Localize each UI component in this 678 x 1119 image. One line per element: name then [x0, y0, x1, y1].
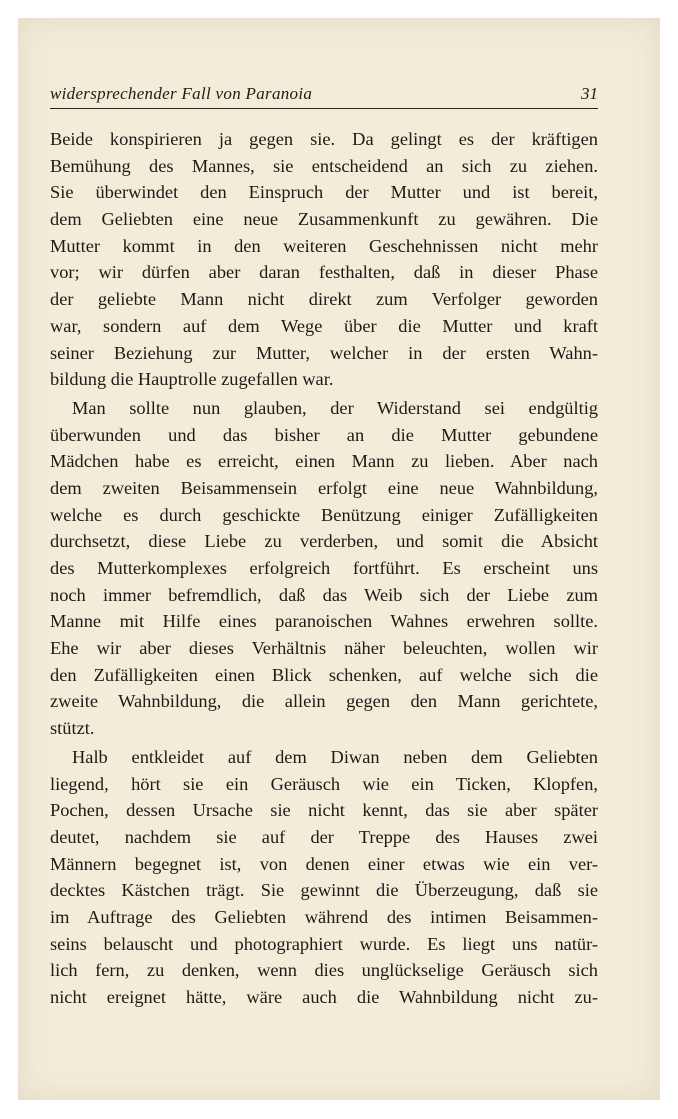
text-line: deutet, nachdem sie auf der Treppe des Hauses zwei	[50, 826, 598, 847]
paragraph-2	[50, 395, 598, 742]
text-line: seiner Beziehung zur Mutter, welcher in der ersten Wahn-	[50, 342, 598, 363]
paragraph-3	[50, 744, 598, 1011]
text-line: dem zweiten Beisammensein erfolgt eine neue Wahnbildung,	[50, 477, 598, 498]
text-line: Pochen, dessen Ursache sie nicht kennt, das sie aber später	[50, 800, 598, 821]
text-line: des Mutterkomplexes erfolgreich fortführt. Es erscheint uns	[50, 558, 598, 578]
text-line: lich fern, zu denken, wenn dies unglückselige Geräusch sich	[50, 960, 598, 981]
text-line: den Zufälligkeiten einen Blick schenken, auf welche sich die	[50, 664, 598, 685]
text-line: zweite Wahnbildung, die allein gegen den Mann gerichtete,	[50, 691, 598, 712]
text-line: Beide konspirieren ja gegen sie. Da gelingt es der kräftigen	[50, 129, 598, 149]
text-line: decktes Kästchen trägt. Sie gewinnt die Überzeugung, daß sie	[50, 880, 598, 901]
text-line: welche es durch geschickte Benützung einiger Zufälligkeiten	[50, 504, 598, 525]
text-line: Man sollte nun glauben, der Widerstand sei endgültig	[72, 397, 598, 418]
text-line: durchsetzt, diese Liebe zu verderben, und somit die Absicht	[50, 531, 598, 552]
page-number: 31	[581, 84, 598, 103]
text-line: bildung die Hauptrolle zugefallen war.	[50, 369, 334, 390]
text-line: überwunden und das bisher an die Mutter gebundene	[50, 424, 598, 445]
text-line: Manne mit Hilfe eines paranoischen Wahnes erwehren sollte.	[50, 611, 598, 632]
text-line: Männern begegnet ist, von denen einer etwas wie ein ver-	[50, 853, 598, 874]
text-line: nicht ereignet hätte, wäre auch die Wahnbildung nicht zu-	[50, 987, 598, 1007]
text-line: Bemühung des Mannes, sie entscheidend an sich zu ziehen.	[50, 155, 598, 176]
running-title: widersprechender Fall von Paranoia	[50, 84, 313, 103]
text-line: Halb entkleidet auf dem Diwan neben dem Geliebten	[72, 746, 598, 767]
text-line: war, sondern auf dem Wege über die Mutter und kraft	[50, 315, 598, 336]
text-line: dem Geliebten eine neue Zusammenkunft zu gewähren. Die	[50, 209, 598, 230]
text-line: seins belauscht und photographiert wurde. Es liegt uns natür-	[50, 933, 598, 954]
text-line: Mutter kommt in den weiteren Geschehnissen nicht mehr	[50, 235, 598, 256]
text-line: im Auftrage des Geliebten während des intimen Beisammen-	[50, 906, 598, 927]
body-text	[50, 126, 598, 1011]
text-line: Mädchen habe es erreicht, einen Mann zu lieben. Aber nach	[50, 451, 598, 472]
text-line: vor; wir dürfen aber daran festhalten, daß in dieser Phase	[50, 262, 598, 283]
text-line: stützt.	[50, 718, 95, 739]
text-line: der geliebte Mann nicht direkt zum Verfolger geworden	[50, 289, 598, 310]
book-page	[18, 18, 660, 1100]
running-header	[50, 84, 598, 109]
paragraph-1	[50, 126, 598, 393]
text-line: noch immer befremdlich, daß das Weib sich der Liebe zum	[50, 584, 598, 605]
text-line: Ehe wir aber dieses Verhältnis näher beleuchten, wollen wir	[50, 638, 598, 659]
text-line: liegend, hört sie ein Geräusch wie ein Ticken, Klopfen,	[50, 773, 598, 794]
text-line: Sie überwindet den Einspruch der Mutter und ist bereit,	[50, 182, 598, 203]
